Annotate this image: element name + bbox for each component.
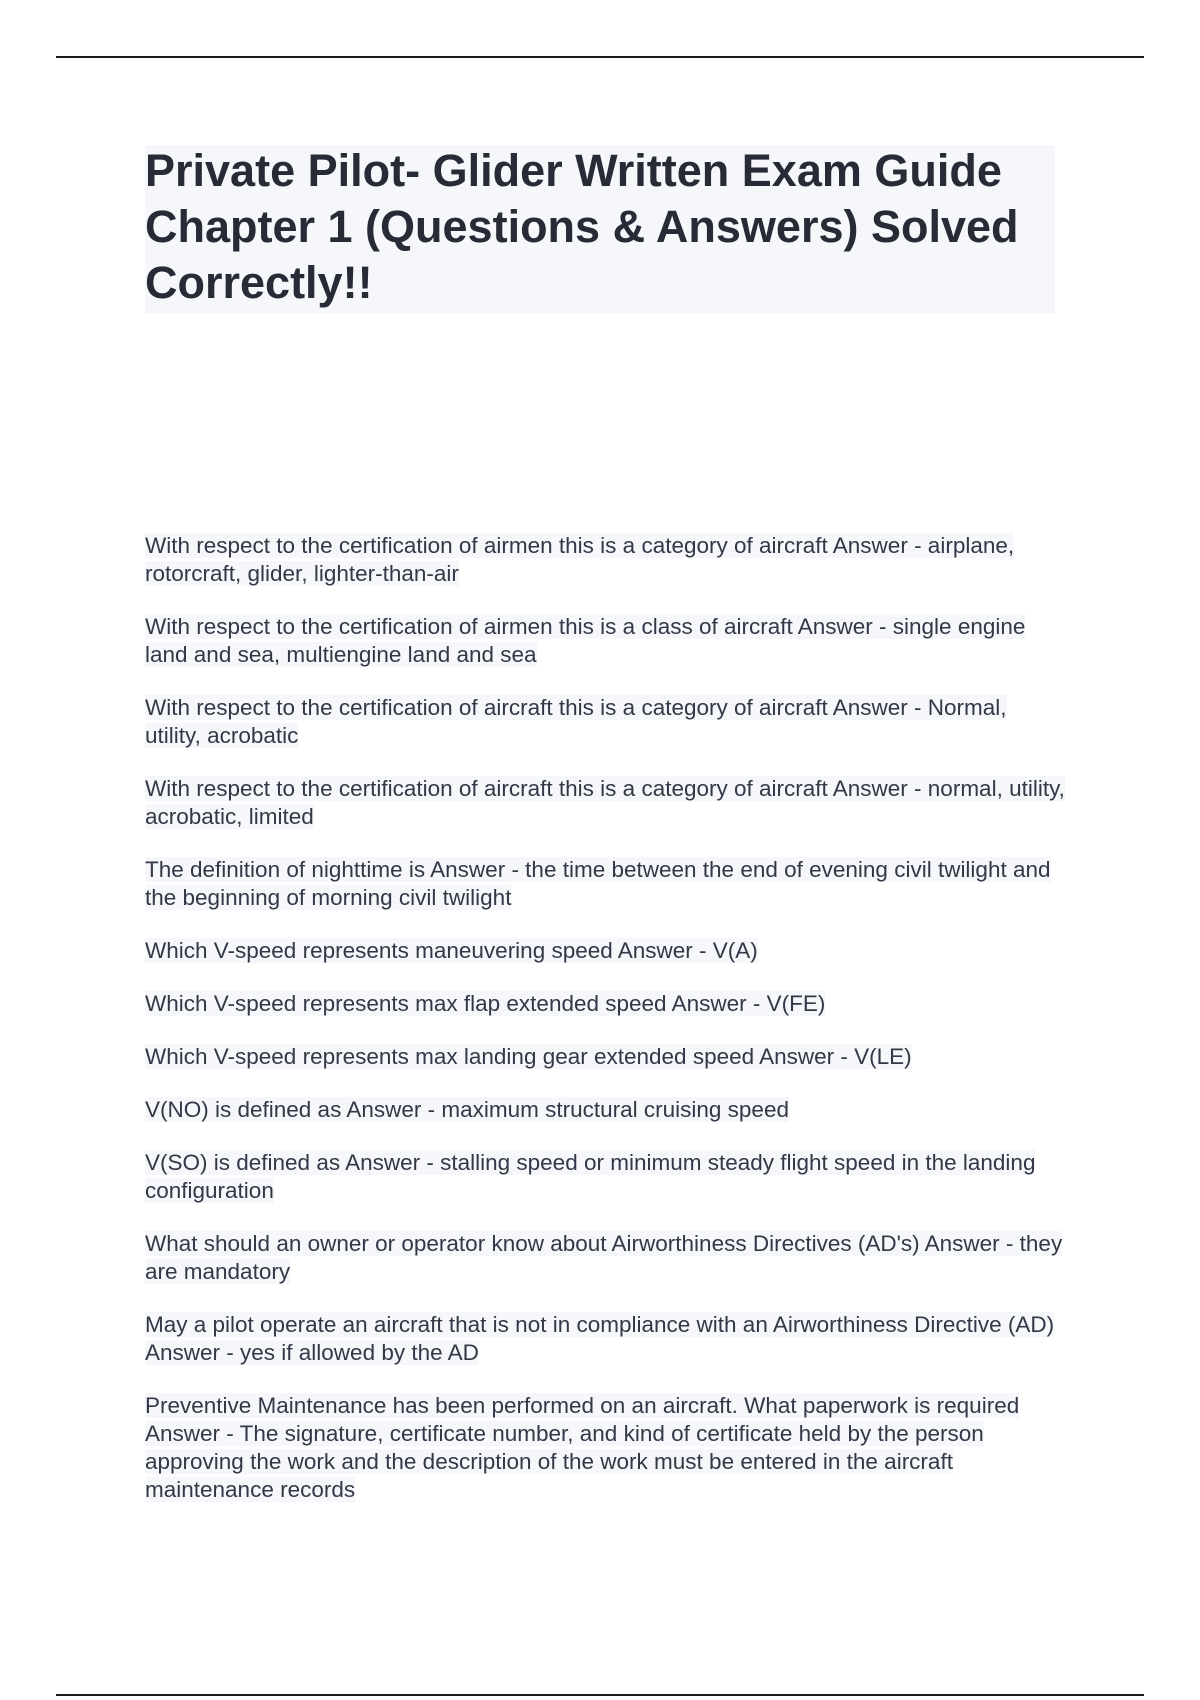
qa-item-2: [145, 613, 1065, 669]
qa-text: What should an owner or operator know about Airworthiness Directives (AD's) Answer - they are mandatory: [145, 1231, 1063, 1284]
bottom-divider: [56, 1694, 1144, 1696]
qa-item-8: [145, 1043, 1065, 1071]
qa-text: With respect to the certification of airmen this is a class of aircraft Answer - single engine land and sea, multiengine land and sea: [145, 614, 1026, 667]
qa-item-7: [145, 990, 1065, 1018]
qa-item-3: [145, 694, 1065, 750]
qa-item-9: [145, 1096, 1065, 1124]
qa-text: V(SO) is defined as Answer - stalling speed or minimum steady flight speed in the landing configuration: [145, 1150, 1036, 1203]
top-divider: [56, 56, 1144, 58]
qa-text: V(NO) is defined as Answer - maximum structural cruising speed: [145, 1097, 789, 1122]
qa-text: With respect to the certification of aircraft this is a category of aircraft Answer - normal, utility, acrobatic, limited: [145, 776, 1065, 829]
qa-item-4: [145, 775, 1065, 831]
page-title: Private Pilot- Glider Written Exam Guide Chapter 1 (Questions & Answers) Solved Correctly!!: [145, 145, 1019, 308]
qa-item-13: [145, 1392, 1065, 1504]
qa-item-5: [145, 856, 1065, 912]
qa-item-10: [145, 1149, 1065, 1205]
qa-text: Preventive Maintenance has been performed on an aircraft. What paperwork is required Answer - The signature, certificate number, and kind of certificate held by the person approving the work and the description of the work must be entered in the aircraft maintenance records: [145, 1393, 1020, 1502]
qa-text: May a pilot operate an aircraft that is not in compliance with an Airworthiness Directive (AD) Answer - yes if allowed by the AD: [145, 1312, 1055, 1365]
qa-text: With respect to the certification of airmen this is a category of aircraft Answer - airplane, rotorcraft, glider, lighter-than-air: [145, 533, 1015, 586]
qa-list: [145, 532, 1065, 1529]
qa-text: Which V-speed represents max landing gear extended speed Answer - V(LE): [145, 1044, 912, 1069]
qa-text: Which V-speed represents max flap extended speed Answer - V(FE): [145, 991, 826, 1016]
qa-item-6: [145, 937, 1065, 965]
qa-item-12: [145, 1311, 1065, 1367]
title-block: [145, 145, 1055, 313]
qa-text: Which V-speed represents maneuvering speed Answer - V(A): [145, 938, 758, 963]
qa-text: The definition of nighttime is Answer - the time between the end of evening civil twilight and the beginning of morning civil twilight: [145, 857, 1051, 910]
qa-text: With respect to the certification of aircraft this is a category of aircraft Answer - Normal, utility, acrobatic: [145, 695, 1007, 748]
qa-item-11: [145, 1230, 1065, 1286]
qa-item-1: [145, 532, 1065, 588]
